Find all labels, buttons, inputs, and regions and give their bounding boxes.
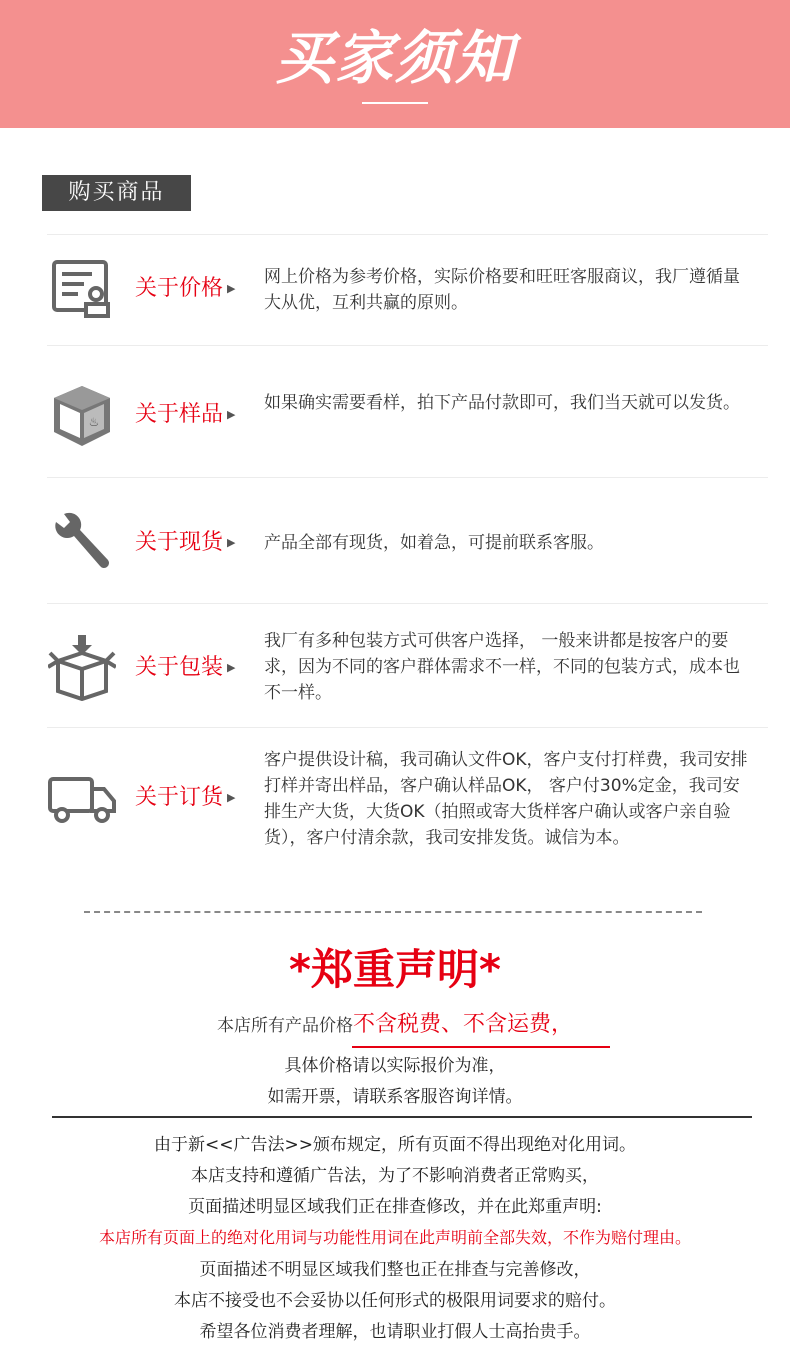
dashed-separator [84,911,702,913]
row-description: 产品全部有现货，如着急，可提前联系客服。 [264,533,604,553]
law-line: 页面描述明显区域我们正在排查修改，并在此郑重声明: [188,1197,602,1217]
section-divider [52,1116,752,1118]
package-box-icon [48,633,116,701]
info-row-stock [0,500,790,590]
info-row-ordering [0,745,790,880]
row-divider [47,727,768,728]
row-divider [47,345,768,346]
svg-text:♨: ♨ [88,415,100,429]
row-title: 关于包装 ▶ [135,655,236,680]
price-prefix: 本店所有产品价格 [216,1016,353,1036]
notice-title: *郑重声明* [289,945,501,994]
row-title: 关于样品 ▶ [135,402,236,427]
row-title: 关于价格 ▶ [135,276,236,301]
row-title: 关于现货 ▶ [135,530,236,555]
law-line: 由于新<<广告法>>颁布规定，所有页面不得出现绝对化用词。 [154,1135,636,1155]
title-underline [362,102,428,104]
price-highlight: 不含税费、不含运费， [352,1012,573,1037]
highlight-underline [352,1046,610,1048]
law-line: 希望各位消费者理解，也请职业打假人士高抬贵手。 [199,1322,591,1342]
page-title: 买家须知 [274,24,515,92]
row-divider [47,477,768,478]
price-document-icon [48,254,116,322]
notice-line: 具体价格请以实际报价为准， [284,1056,506,1076]
info-row-packaging [0,625,790,715]
row-divider [47,234,768,235]
row-description: 如果确实需要看样，拍下产品付款即可，我们当天就可以发货。 [264,393,740,413]
row-description: 我厂有多种包装方式可供客户选择， 一般来讲都是按客户的要求，因为不同的客户群体需求不一样，不同的包装方式，成本也不一样。 [264,631,740,703]
notice-line: 如需开票，请联系客服咨询详情。 [267,1087,523,1107]
header-banner [0,0,790,128]
delivery-truck-icon [48,765,116,833]
law-line: 本店不接受也不会妥协以任何形式的极限用词要求的赔付。 [174,1291,616,1311]
law-line-highlight: 本店所有页面上的绝对化用词与功能性用词在此声明前全部失效，不作为赔付理由。 [98,1228,691,1247]
law-line: 本店支持和遵循广告法，为了不影响消费者正常购买， [191,1166,599,1186]
row-title: 关于订货 ▶ [135,785,236,810]
price-statement [0,1008,790,1043]
law-line: 页面描述不明显区域我们整也正在排查与完善修改， [199,1260,591,1280]
info-row-price [0,250,790,340]
section-label: 购买商品 [42,175,191,211]
row-divider [47,603,768,604]
info-row-sample [0,378,790,468]
wrench-icon [48,508,116,576]
row-description: 网上价格为参考价格，实际价格要和旺旺客服商议，我厂遵循量大从优，互利共赢的原则。 [264,267,740,313]
sample-box-icon [48,382,116,450]
row-description: 客户提供设计稿，我司确认文件OK，客户支付打样费，我司安排打样并寄出样品，客户确认样品OK， 客户付30%定金，我司安排生产大货，大货OK（拍照或寄大货样客户确认或客户亲自验货），客户付清余款，我司安排发货。诚信为本。 [264,750,748,848]
